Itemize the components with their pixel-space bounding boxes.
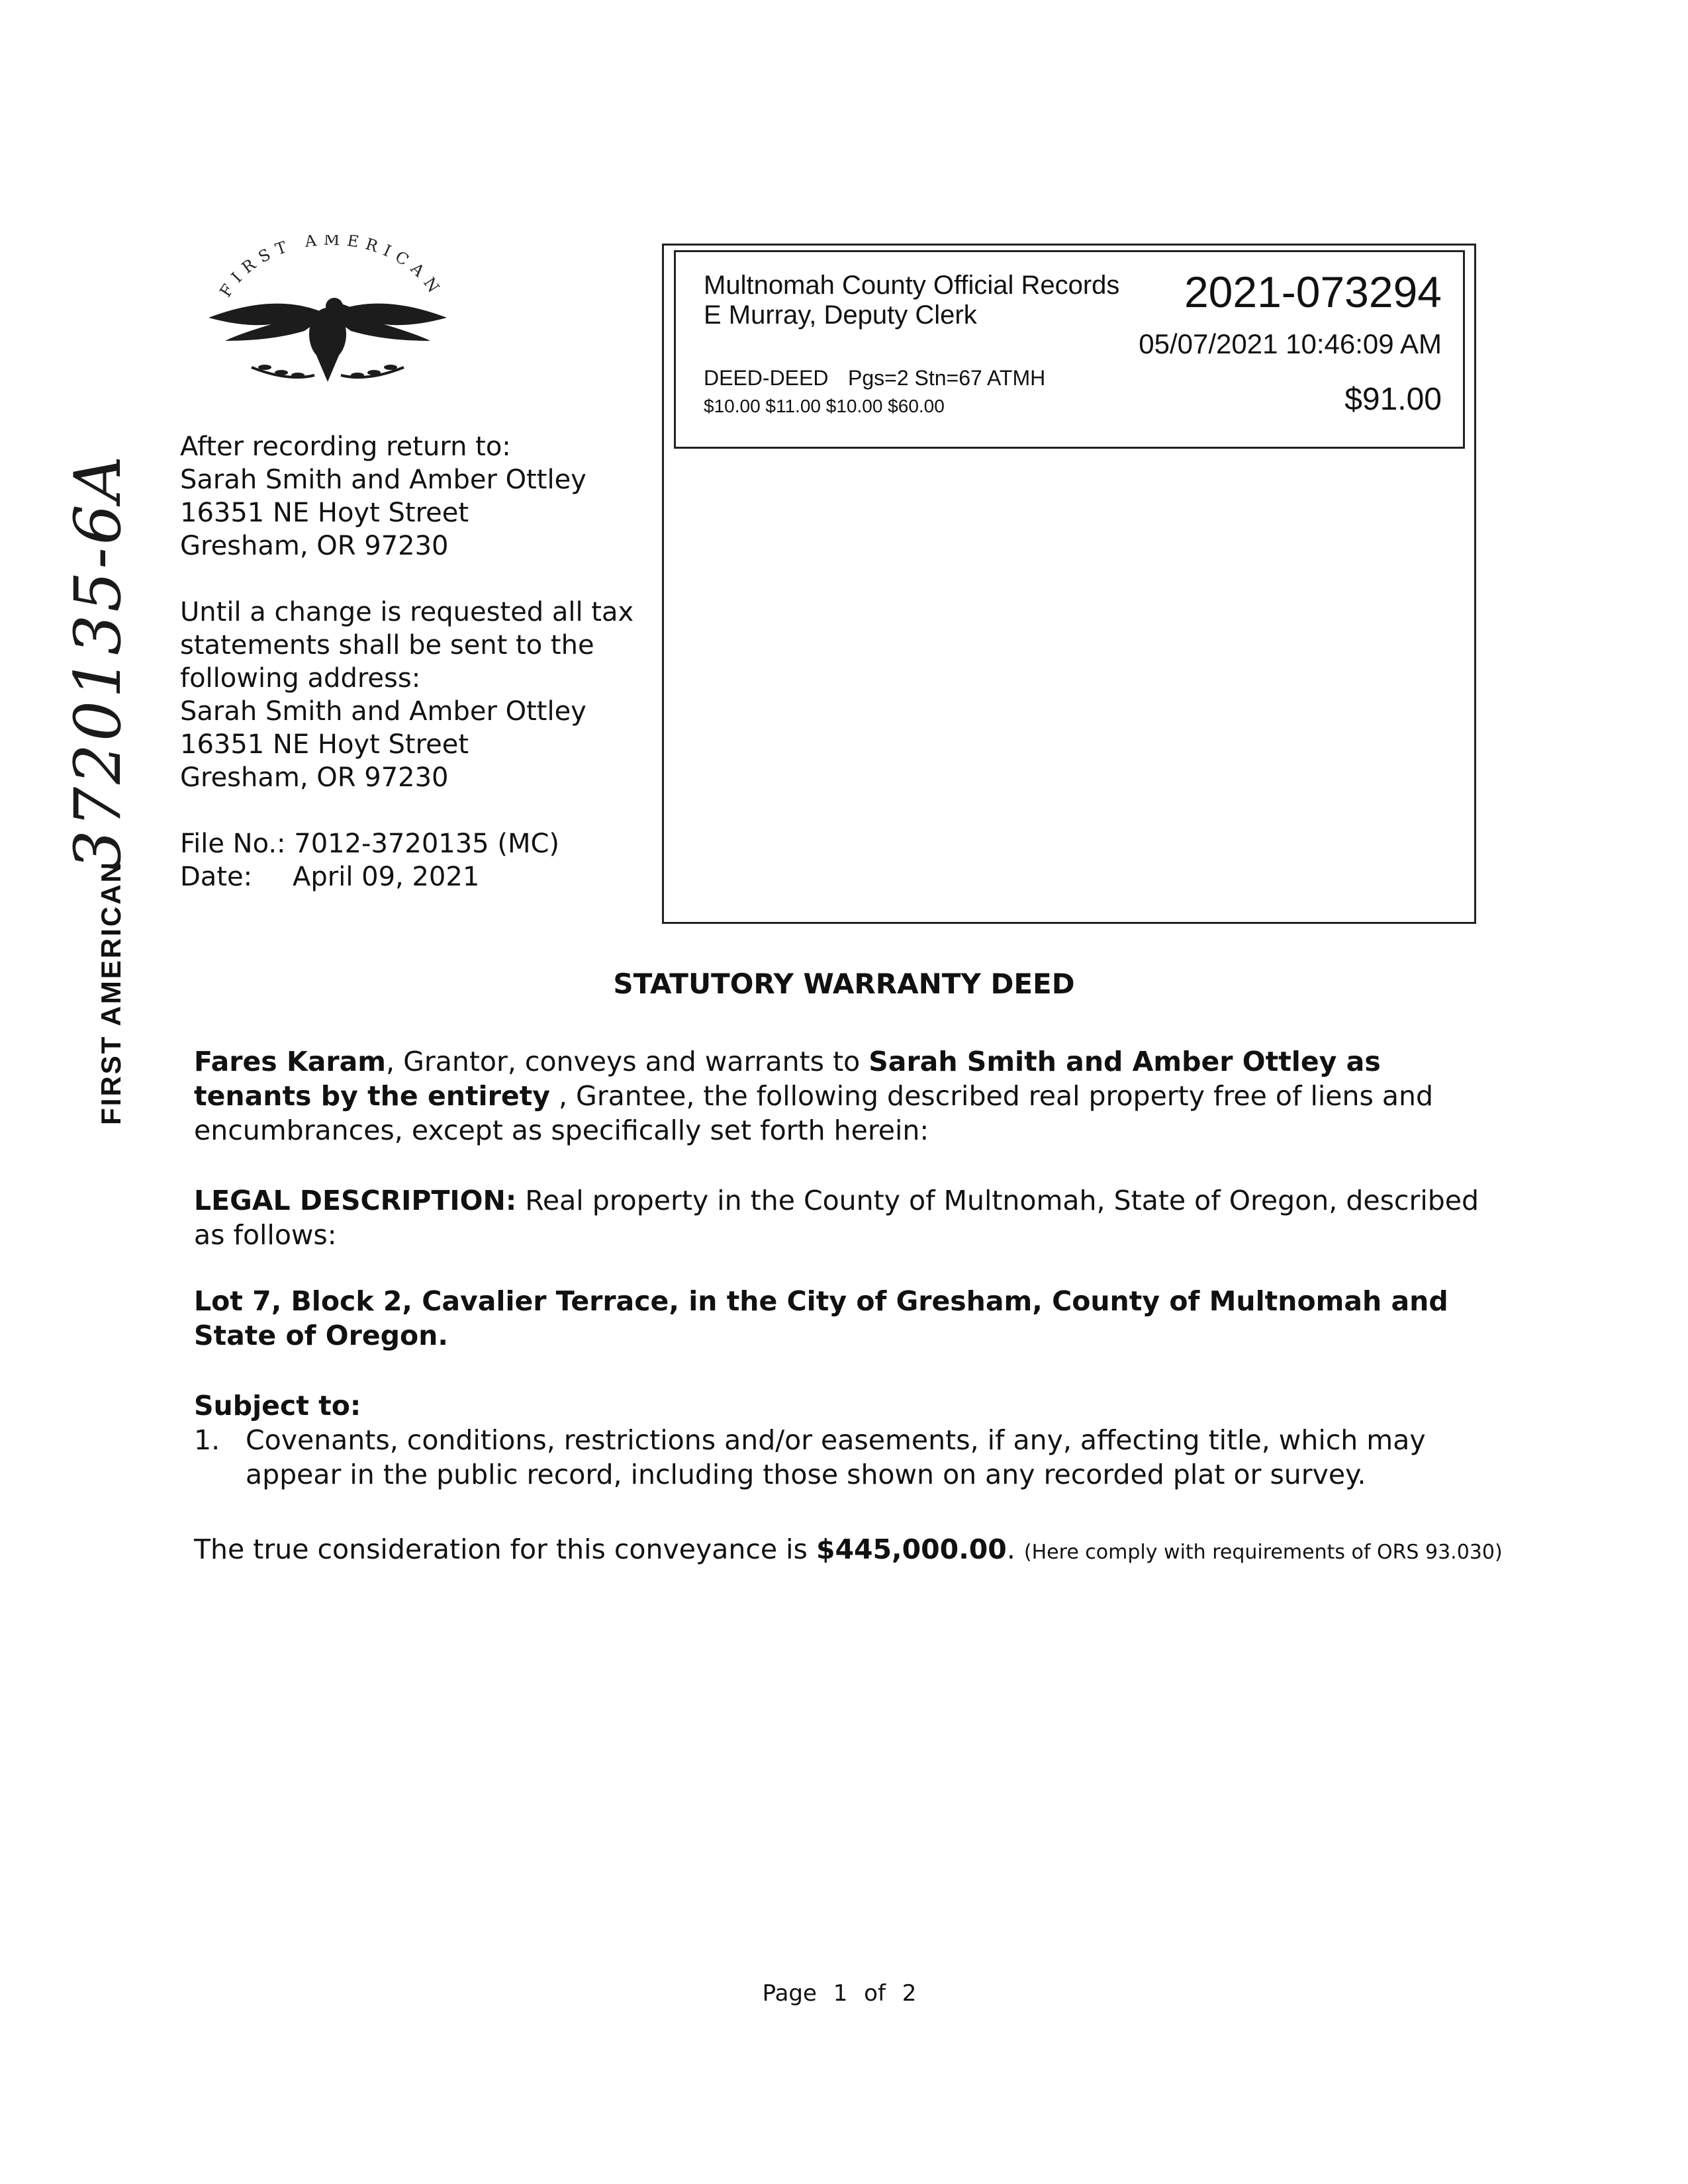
eagle-icon: [199, 235, 457, 400]
recording-pages-station: Pgs=2 Stn=67 ATMH: [848, 366, 1046, 390]
file-number: 7012-3720135 (MC): [294, 829, 559, 859]
recording-clerk: E Murray, Deputy Clerk: [704, 300, 977, 330]
return-city: Gresham, OR 97230: [180, 531, 449, 561]
consideration-text: The true consideration for this conveyance is: [194, 1533, 816, 1565]
date-label: Date:: [180, 862, 253, 892]
svg-text:FIRST AMERICAN: [216, 235, 447, 302]
date-line: [180, 860, 643, 893]
file-number-line: [180, 827, 643, 860]
recording-doc-type: DEED-DEED: [704, 366, 829, 390]
list-item-text: Covenants, conditions, restrictions and/or easements, if any, affecting title, which may appear in the public record, including those shown on any recorded plat or survey.: [246, 1424, 1426, 1490]
tax-street: 16351 NE Hoyt Street: [180, 729, 469, 760]
consideration-paragraph: The true consideration for this conveyance is $445,000.00. (Here comply with requirements of ORS 93.030): [194, 1533, 1503, 1565]
list-item: [194, 1423, 1485, 1492]
tax-name: Sarah Smith and Amber Ottley: [180, 696, 586, 727]
recording-fees: $10.00 $11.00 $10.00 $60.00: [704, 396, 945, 416]
deed-title: STATUTORY WARRANTY DEED: [613, 968, 1075, 1000]
recording-county: Multnomah County Official Records: [704, 271, 1120, 300]
page-label: Page: [762, 1980, 817, 2007]
tax-statement-line-1: Until a change is requested all tax: [180, 597, 634, 627]
grantee-text: , Grantee, the following described real property free of liens and encumbrances, except as specifically set forth herein:: [194, 1080, 1433, 1146]
recording-number: 2021-073294: [1184, 267, 1442, 316]
recording-timestamp: 05/07/2021 10:46:09 AM: [1139, 328, 1442, 359]
page-total: 2: [902, 1980, 917, 2007]
tax-statement-line-2: statements shall be sent to the: [180, 630, 594, 660]
company-logo: [199, 235, 457, 400]
return-name: Sarah Smith and Amber Ottley: [180, 465, 586, 495]
subject-to-section: [194, 1388, 1485, 1492]
file-number-label: File No.:: [180, 829, 286, 859]
return-street: 16351 NE Hoyt Street: [180, 498, 469, 528]
tax-city: Gresham, OR 97230: [180, 762, 449, 793]
conveys-text: , Grantor, conveys and warrants to: [386, 1046, 869, 1077]
legal-description-paragraph: [194, 1183, 1485, 1252]
conveyance-paragraph: [194, 1044, 1485, 1148]
logo-seal-text: FIRST AMERICAN: [216, 235, 447, 302]
recording-total: $91.00: [1344, 382, 1442, 417]
margin-handwritten-number: 3720135-6A: [61, 453, 135, 871]
grantee-name: Sarah Smith and Amber Ottley as tenants by the entirety: [194, 1046, 1381, 1112]
margin-company-name: FIRST AMERICAN: [95, 860, 126, 1125]
legal-description-text: Real property in the County of Multnomah, State of Oregon, described as follows:: [194, 1185, 1479, 1251]
list-item-number: 1.: [194, 1424, 220, 1456]
consideration-note: (Here comply with requirements of ORS 93.030): [1023, 1541, 1503, 1564]
page-number: 1: [833, 1980, 848, 2007]
document-date: April 09, 2021: [293, 862, 480, 892]
page-footer: [0, 1980, 1688, 2007]
page-of-label: of: [864, 1980, 886, 2007]
subject-to-label: Subject to:: [194, 1390, 361, 1422]
return-heading: After recording return to:: [180, 432, 511, 462]
tax-statement-line-3: following address:: [180, 663, 421, 694]
lot-description: Lot 7, Block 2, Cavalier Terrace, in the City of Gresham, County of Multnomah and State of Oregon.: [194, 1285, 1448, 1351]
return-address-block: [180, 430, 643, 893]
recording-stamp: [674, 250, 1465, 449]
legal-description-label: LEGAL DESCRIPTION:: [194, 1185, 517, 1216]
consideration-amount: $445,000.00: [816, 1533, 1007, 1565]
grantor-name: Fares Karam: [194, 1046, 387, 1077]
